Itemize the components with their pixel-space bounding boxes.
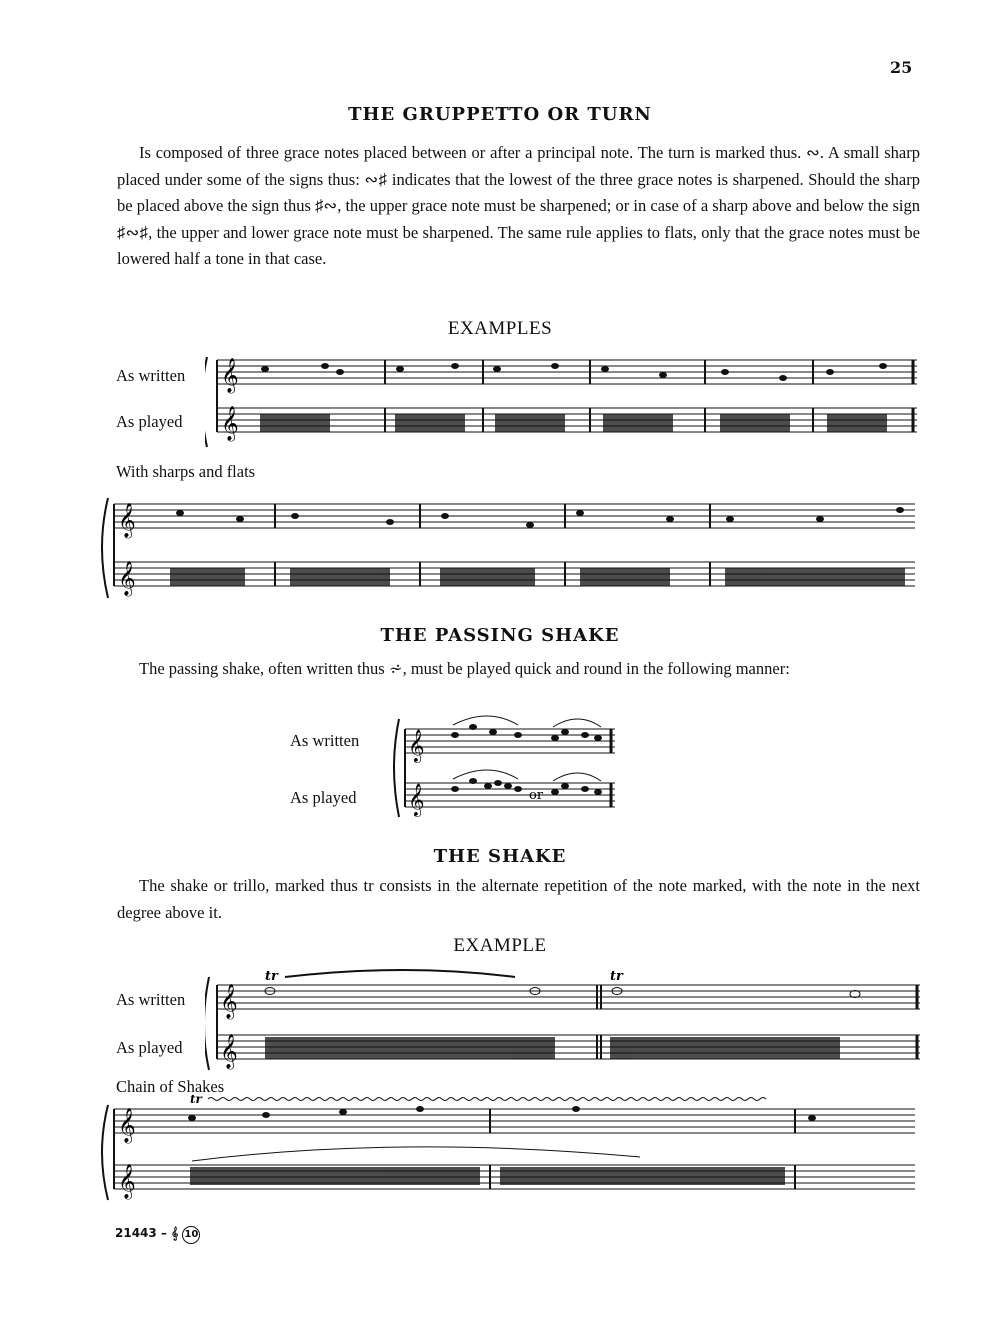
svg-text:𝄞: 𝄞 [118, 561, 136, 596]
chain-of-shakes-grand-staff [100, 1095, 920, 1205]
passing-shake-paragraph: The passing shake, often written thus ⩫, must be played quick and round in the following manner: [139, 659, 790, 678]
shake-example-grand-staff [205, 965, 925, 1075]
svg-text:𝄞: 𝄞 [408, 783, 425, 816]
sharps-flats-grand-staff [100, 490, 920, 605]
label-with-sharps-and-flats: With sharps and flats [116, 462, 256, 481]
svg-text:𝄞: 𝄞 [118, 1108, 136, 1143]
examples-heading: EXAMPLES [447, 318, 553, 339]
example-heading: EXAMPLE [453, 935, 547, 956]
svg-text:𝄞: 𝄞 [220, 984, 238, 1019]
svg-text:𝄞: 𝄞 [221, 406, 239, 441]
label-as-played: As played [116, 1038, 183, 1057]
svg-text:𝄞: 𝄞 [118, 503, 136, 538]
page-number: 25 [890, 58, 913, 77]
turn-examples-grand-staff [205, 355, 925, 450]
svg-text:tr: tr [265, 969, 278, 984]
svg-text:tr: tr [610, 969, 623, 984]
label-as-played: As played [116, 412, 183, 431]
svg-text:tr: tr [190, 1095, 202, 1106]
svg-text:𝄞: 𝄞 [118, 1164, 136, 1199]
label-as-written: As written [290, 731, 360, 750]
shake-paragraph: The shake or trillo, marked thus tr consists in the alternate repetition of the note marked, with the note in the next degree above it. [117, 876, 920, 922]
label-as-written: As written [116, 990, 186, 1009]
plate-number-text: 21443 – [115, 1226, 167, 1240]
passing-shake-grand-staff [393, 715, 623, 825]
svg-text:or: or [529, 788, 544, 803]
section-title-gruppetto: THE GRUPPETTO OR TURN [348, 104, 652, 125]
svg-text:𝄞: 𝄞 [221, 358, 239, 393]
plate-number [115, 1226, 200, 1244]
section-title-shake: THE SHAKE [433, 846, 567, 867]
label-as-written: As written [116, 366, 186, 385]
treble-clef-icon: 𝄞 [171, 1226, 179, 1240]
gruppetto-paragraph: Is composed of three grace notes placed between or after a principal note. The turn is marked thus. ∾. A small sharp placed under some of the signs thus: ∾♯ indicates that the lowest of the three grace notes is sharpened. Should the sharp be placed above the sign thus ♯∾, the upper grace note must be sharpened; or in case of a sharp above and below the sign ♯∾♯, the upper and lower grace note must be sharpened. The same rule applies to flats, only that the grace notes must be lowered half a tone in that case. [117, 143, 920, 268]
circled-number: 10 [182, 1226, 200, 1244]
svg-text:𝄞: 𝄞 [408, 729, 425, 762]
label-chain-of-shakes: Chain of Shakes [116, 1077, 225, 1096]
label-as-played: As played [290, 788, 357, 807]
svg-text:𝄞: 𝄞 [220, 1034, 238, 1069]
section-title-passing-shake: THE PASSING SHAKE [380, 625, 620, 646]
